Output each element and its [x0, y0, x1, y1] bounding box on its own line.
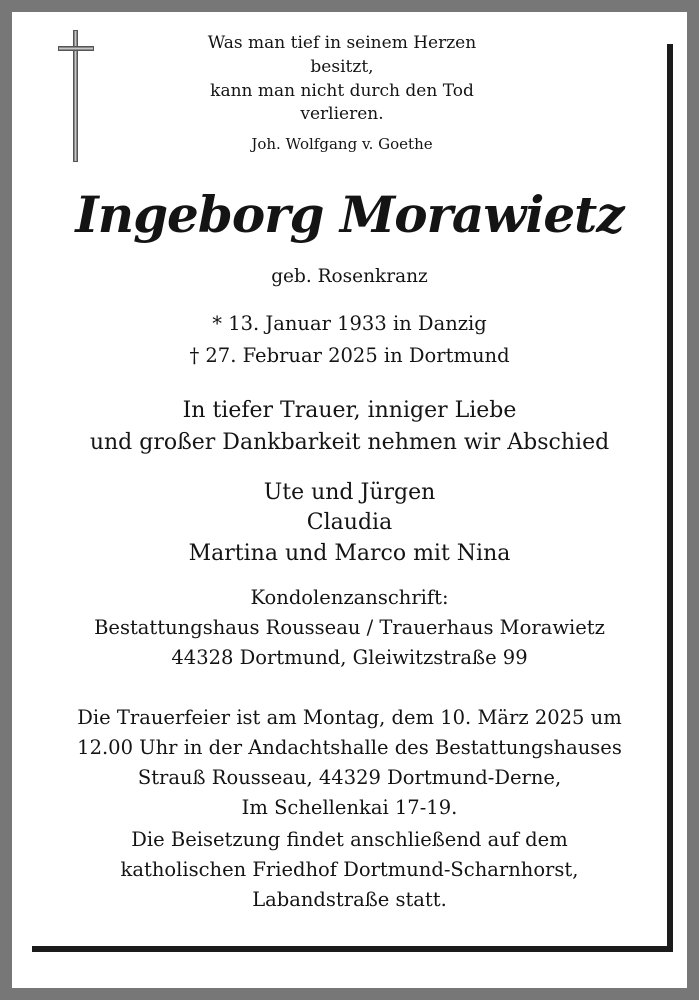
funeral-line: Strauß Rousseau, 44329 Dortmund-Derne, [137, 766, 562, 789]
burial-line: Labandstraße statt. [252, 888, 447, 911]
condolence-heading: Kondolenzanschrift: [250, 586, 449, 609]
family-line: Claudia [306, 510, 393, 535]
maiden-name: geb. Rosenkranz [271, 266, 428, 287]
quote-line: kann man nicht durch den Tod [210, 81, 474, 101]
frame-shadow-bottom [32, 946, 673, 952]
funeral-line: 12.00 Uhr in der Andachtshalle des Bestattungshauses [77, 736, 622, 759]
death-date: † 27. Februar 2025 in Dortmund [189, 344, 510, 367]
burial-line: katholischen Friedhof Dortmund-Scharnhorst, [120, 858, 579, 881]
quote-line: Was man tief in seinem Herzen [207, 33, 477, 53]
quote-line: verlieren. [300, 104, 384, 124]
mourning-line: und großer Dankbarkeit nehmen wir Abschied [89, 430, 610, 455]
family-line: Martina und Marco mit Nina [188, 541, 511, 566]
cross-icon [58, 30, 94, 162]
quote-line: besitzt, [310, 57, 374, 77]
deceased-name: Ingeborg Morawietz [75, 185, 624, 244]
mourning-line: In tiefer Trauer, inniger Liebe [182, 398, 517, 423]
quote-author: Joh. Wolfgang v. Goethe [251, 135, 433, 153]
burial-line: Die Beisetzung findet anschließend auf dem [131, 828, 568, 851]
family-line: Ute und Jürgen [263, 480, 436, 505]
funeral-line: Die Trauerfeier ist am Montag, dem 10. März 2025 um [77, 706, 622, 729]
condolence-line: 44328 Dortmund, Gleiwitzstraße 99 [171, 646, 528, 669]
condolence-line: Bestattungshaus Rousseau / Trauerhaus Morawietz [94, 616, 605, 639]
funeral-line: Im Schellenkai 17-19. [241, 796, 458, 819]
birth-date: * 13. Januar 1933 in Danzig [212, 312, 487, 335]
